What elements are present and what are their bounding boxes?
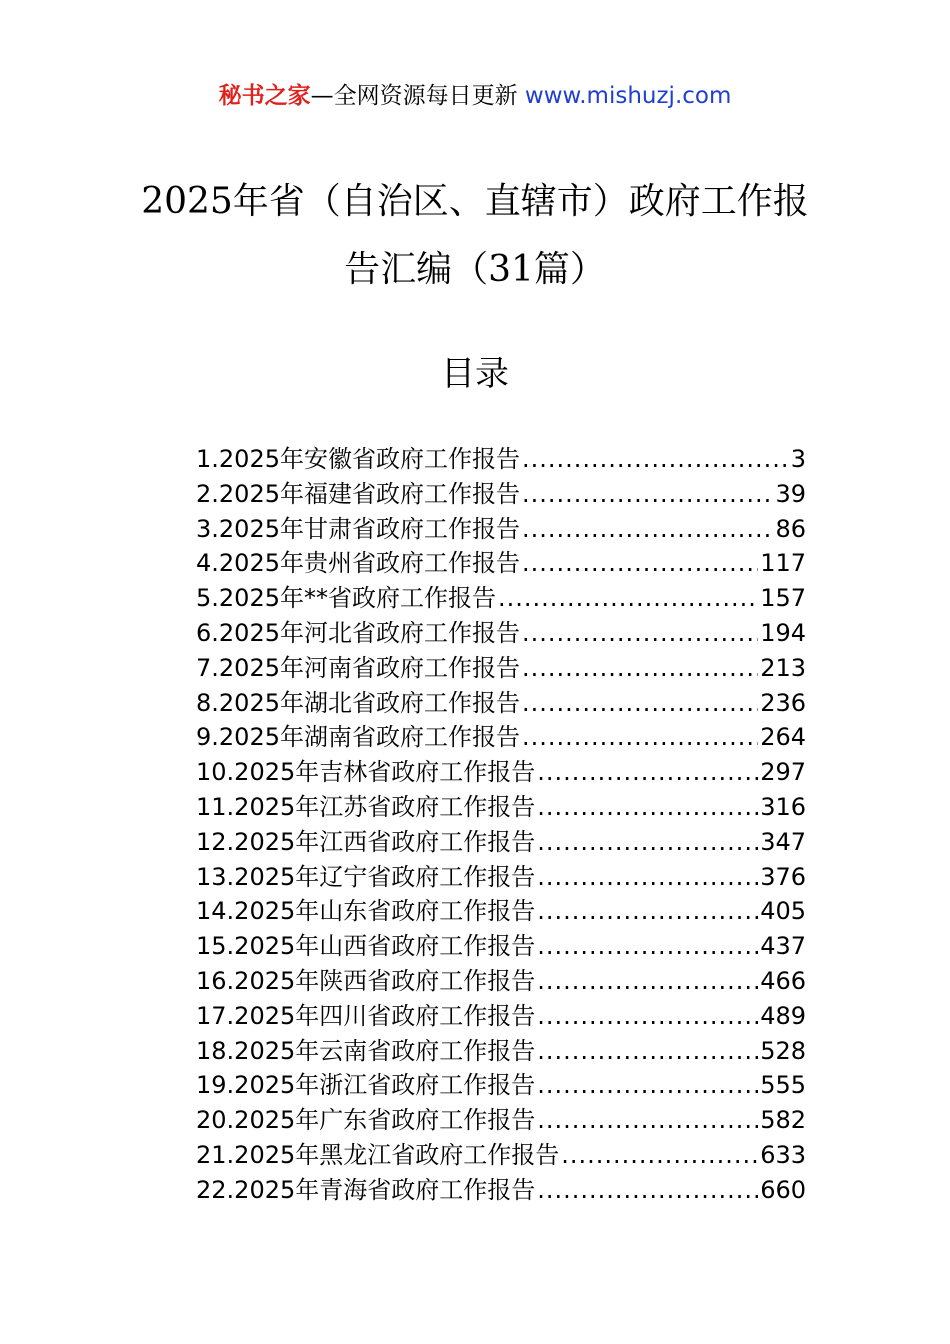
toc-dot-leader (537, 929, 758, 964)
toc-entry-page: 3 (790, 445, 806, 473)
toc-entry[interactable] (196, 1173, 806, 1208)
toc-entry-label: 21.2025年黑龙江省政府工作报告 (196, 1140, 560, 1169)
toc-entry-label: 2.2025年福建省政府工作报告 (196, 479, 520, 508)
toc-dot-leader (522, 512, 773, 547)
toc-entry-page: 86 (775, 514, 806, 543)
toc-entry-page: 376 (760, 862, 806, 891)
toc-dot-leader (522, 686, 758, 721)
toc-entry[interactable] (196, 825, 806, 860)
toc-entry[interactable] (196, 790, 806, 825)
toc-entry-page: 316 (760, 792, 806, 821)
toc-entry-label: 4.2025年贵州省政府工作报告 (196, 549, 520, 578)
toc-entry-page: 117 (760, 549, 806, 578)
toc-entry-page: 39 (775, 479, 806, 508)
toc-entry-page: 157 (760, 584, 806, 613)
toc-entry-label: 14.2025年山东省政府工作报告 (196, 897, 536, 926)
toc-entry[interactable] (196, 755, 806, 790)
toc-dot-leader (522, 442, 789, 477)
toc-entry[interactable] (196, 929, 806, 964)
toc-entry[interactable] (196, 1138, 806, 1173)
toc-entry-page: 582 (760, 1106, 806, 1135)
page-header (0, 80, 950, 112)
toc-dot-leader (537, 755, 758, 790)
toc-entry-label: 20.2025年广东省政府工作报告 (196, 1106, 536, 1135)
toc-entry-page: 660 (760, 1175, 806, 1204)
toc-entry-label: 16.2025年陕西省政府工作报告 (196, 966, 536, 995)
toc-dot-leader (537, 964, 758, 999)
toc-dot-leader (522, 651, 758, 686)
toc-dot-leader (537, 825, 758, 860)
toc-entry-label: 11.2025年江苏省政府工作报告 (196, 792, 536, 821)
toc-entry-page: 405 (760, 897, 806, 926)
toc-entry-label: 3.2025年甘肃省政府工作报告 (196, 514, 520, 543)
brand-name: 秘书之家 (218, 83, 311, 109)
toc-entry-page: 236 (760, 688, 806, 717)
toc-entry[interactable] (196, 546, 806, 581)
toc-dot-leader (537, 999, 758, 1034)
toc-dot-leader (522, 616, 758, 651)
toc-entry[interactable] (196, 686, 806, 721)
toc-entry[interactable] (196, 894, 806, 929)
toc-entry[interactable] (196, 651, 806, 686)
toc-entry[interactable] (196, 860, 806, 895)
toc-heading: 目录 (441, 354, 509, 394)
toc-entry-page: 528 (760, 1036, 806, 1065)
toc-entry[interactable] (196, 1103, 806, 1138)
toc-entry-label: 5.2025年**省政府工作报告 (196, 584, 496, 613)
toc-dot-leader (522, 546, 758, 581)
toc-entry-label: 18.2025年云南省政府工作报告 (196, 1036, 536, 1065)
toc-entry-page: 194 (760, 618, 806, 647)
toc-dot-leader (537, 790, 758, 825)
toc-dot-leader (537, 1034, 758, 1069)
toc-dot-leader (498, 581, 758, 616)
toc-entry-label: 7.2025年河南省政府工作报告 (196, 653, 520, 682)
toc-entry[interactable] (196, 1034, 806, 1069)
toc-entry-page: 437 (760, 932, 806, 961)
table-of-contents (196, 442, 806, 1208)
toc-entry-page: 297 (760, 758, 806, 787)
toc-entry-label: 17.2025年四川省政府工作报告 (196, 1001, 536, 1030)
toc-entry-label: 10.2025年吉林省政府工作报告 (196, 758, 536, 787)
toc-entry[interactable] (196, 581, 806, 616)
toc-entry[interactable] (196, 477, 806, 512)
toc-entry-page: 213 (760, 653, 806, 682)
toc-entry-label: 13.2025年辽宁省政府工作报告 (196, 862, 536, 891)
toc-dot-leader (537, 1173, 758, 1208)
toc-entry-page: 466 (760, 966, 806, 995)
toc-entry-label: 19.2025年浙江省政府工作报告 (196, 1071, 536, 1100)
toc-dot-leader (522, 720, 758, 755)
toc-entry-label: 12.2025年江西省政府工作报告 (196, 827, 536, 856)
toc-entry-page: 264 (760, 723, 806, 752)
toc-entry[interactable] (196, 512, 806, 547)
toc-entry[interactable] (196, 999, 806, 1034)
document-title (0, 168, 950, 304)
toc-dot-leader (561, 1138, 758, 1173)
toc-entry-label: 9.2025年湖南省政府工作报告 (196, 723, 520, 752)
title-line-2: 告汇编（31篇） (344, 249, 606, 290)
toc-entry-label: 22.2025年青海省政府工作报告 (196, 1175, 536, 1204)
toc-entry[interactable] (196, 1068, 806, 1103)
toc-entry-label: 15.2025年山西省政府工作报告 (196, 932, 536, 961)
site-url-link[interactable]: www.mishuzj.com (524, 83, 732, 109)
toc-dot-leader (537, 894, 758, 929)
toc-entry-page: 633 (760, 1140, 806, 1169)
toc-entry-label: 6.2025年河北省政府工作报告 (196, 618, 520, 647)
toc-entry-page: 489 (760, 1001, 806, 1030)
toc-dot-leader (537, 860, 758, 895)
toc-entry[interactable] (196, 442, 806, 477)
toc-entry-label: 1.2025年安徽省政府工作报告 (196, 445, 520, 473)
title-line-1: 2025年省（自治区、直辖市）政府工作报 (141, 181, 809, 222)
toc-dot-leader (522, 477, 773, 512)
toc-entry-label: 8.2025年湖北省政府工作报告 (196, 688, 520, 717)
toc-entry[interactable] (196, 964, 806, 999)
toc-dot-leader (537, 1068, 758, 1103)
toc-entry-page: 555 (760, 1071, 806, 1100)
toc-entry[interactable] (196, 720, 806, 755)
header-tagline: —全网资源每日更新 (310, 83, 525, 109)
toc-entry-page: 347 (760, 827, 806, 856)
toc-dot-leader (537, 1103, 758, 1138)
toc-entry[interactable] (196, 616, 806, 651)
